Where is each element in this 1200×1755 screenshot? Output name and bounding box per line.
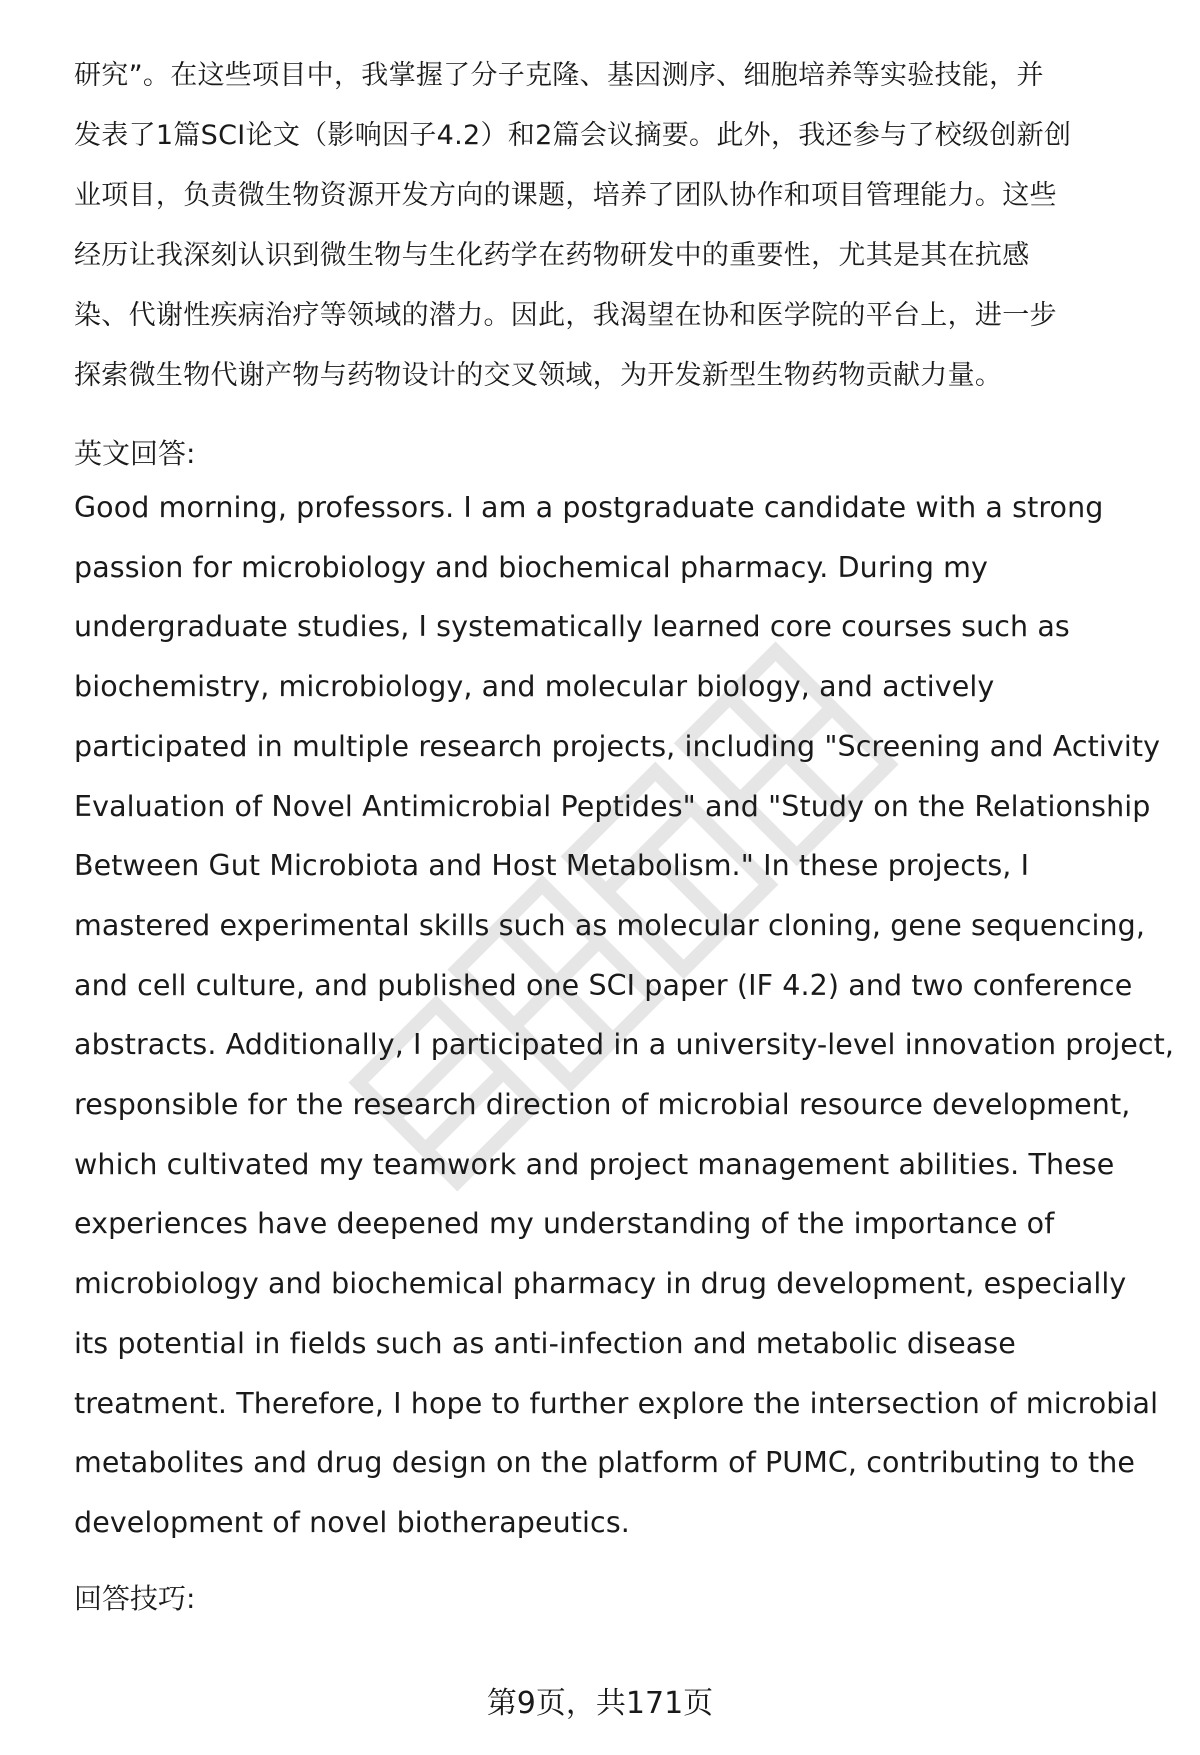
- text-line: mastered experimental skills such as molecular cloning, gene sequencing,: [74, 908, 1146, 942]
- text-line: 经历让我深刻认识到微生物与生化药学在药物研发中的重要性，尤其是其在抗感: [74, 240, 1030, 271]
- english-answer-paragraph: [74, 478, 1175, 1553]
- text-line: Evaluation of Novel Antimicrobial Peptides" and "Study on the Relationship: [74, 789, 1151, 823]
- chinese-answer-paragraph: [74, 46, 1160, 406]
- text-line: 染、代谢性疾病治疗等领域的潜力。因此，我渴望在协和医学院的平台上，进一步: [74, 300, 1057, 331]
- text-line: Between Gut Microbiota and Host Metabolism." In these projects, I: [74, 849, 1030, 883]
- text-line: responsible for the research direction of microbial resource development,: [74, 1088, 1131, 1122]
- answer-tips-label: 回答技巧:: [74, 1581, 196, 1615]
- page-number: 第9页，共171页: [486, 1686, 714, 1721]
- text-line: biochemistry, microbiology, and molecular biology, and actively: [74, 670, 995, 704]
- text-line: metabolites and drug design on the platform of PUMC, contributing to the: [74, 1446, 1136, 1480]
- text-line: which cultivated my teamwork and project management abilities. These: [74, 1147, 1115, 1181]
- english-answer-label: 英文回答:: [74, 437, 196, 470]
- text-line: participated in multiple research projects, including "Screening and Activity: [74, 729, 1161, 763]
- text-line: passion for microbiology and biochemical pharmacy. During my: [74, 550, 988, 584]
- text-line: experiences have deepened my understanding of the importance of: [74, 1207, 1055, 1241]
- text-line: Good morning, professors. I am a postgraduate candidate with a strong: [74, 491, 1104, 524]
- text-line: abstracts. Additionally, I participated in a university-level innovation project,: [74, 1028, 1175, 1062]
- text-line: and cell culture, and published one SCI paper (IF 4.2) and two conference: [74, 968, 1133, 1002]
- text-line: 发表了1篇SCI论文（影响因子4.2）和2篇会议摘要。此外，我还参与了校级创新创: [74, 120, 1072, 151]
- text-line: undergraduate studies, I systematically learned core courses such as: [74, 610, 1070, 644]
- text-line: 探索微生物代谢产物与药物设计的交叉领域，为开发新型生物药物贡献力量。: [74, 360, 1003, 391]
- text-line: 业项目，负责微生物资源开发方向的课题，培养了团队协作和项目管理能力。这些: [74, 180, 1057, 211]
- text-line: its potential in fields such as anti-infection and metabolic disease: [74, 1326, 1016, 1360]
- text-line: microbiology and biochemical pharmacy in drug development, especially: [74, 1267, 1127, 1301]
- text-line: 研究”。在这些项目中，我掌握了分子克隆、基因测序、细胞培养等实验技能，并: [74, 60, 1044, 91]
- text-line: development of novel biotherapeutics.: [74, 1505, 630, 1539]
- text-line: treatment. Therefore, I hope to further explore the intersection of microbial: [74, 1386, 1159, 1420]
